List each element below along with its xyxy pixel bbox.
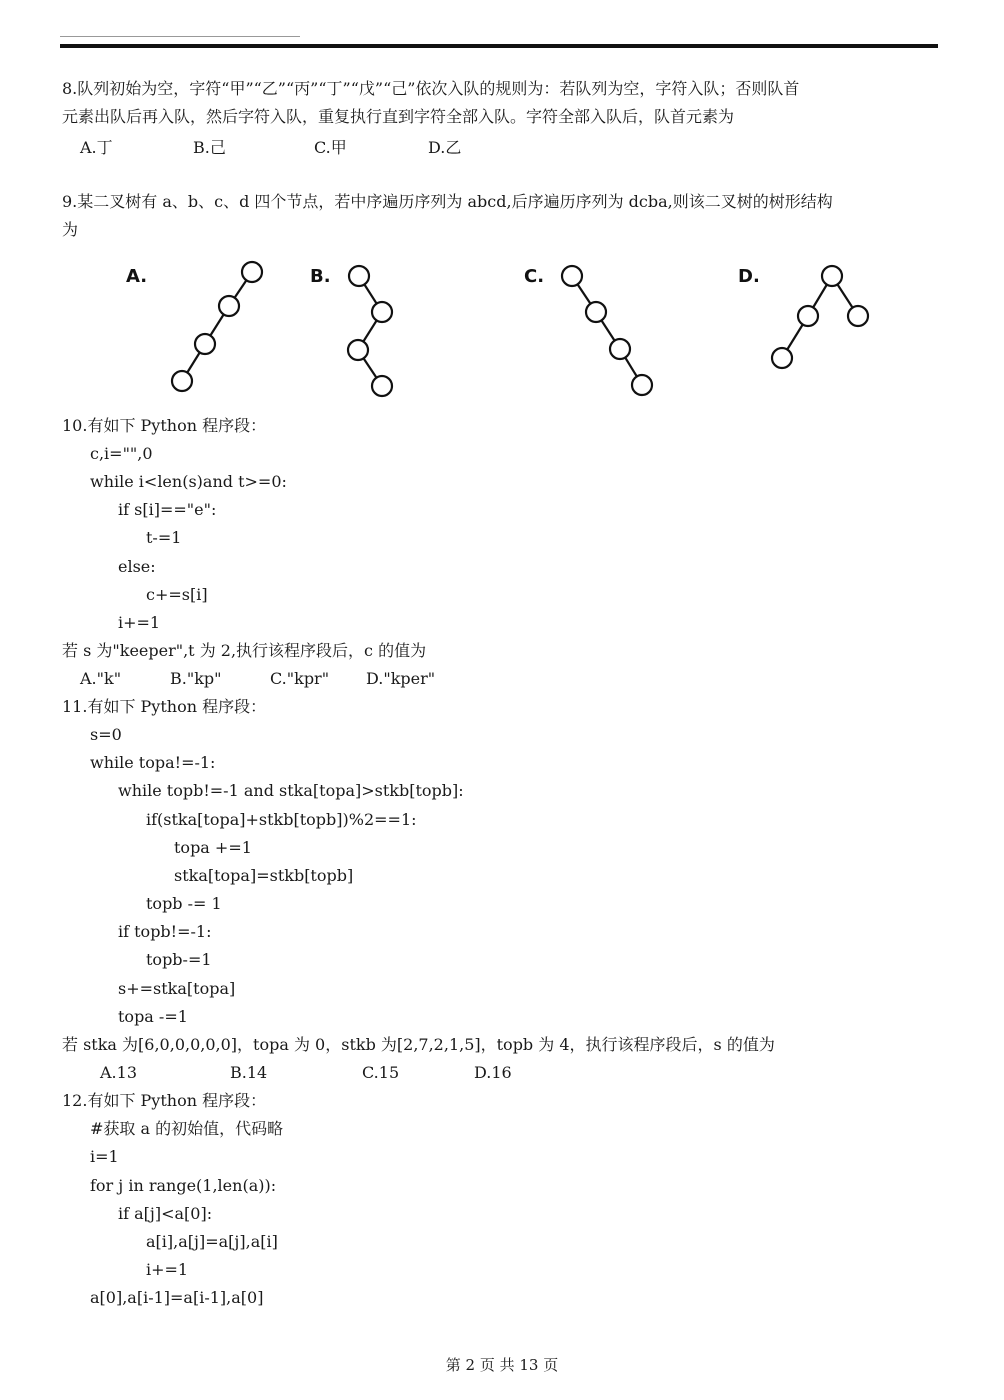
tree-c-label: C. [524, 266, 545, 287]
q11-option-d: D.16 [474, 1063, 512, 1082]
tree-b-node-3 [348, 340, 368, 360]
q8-stem-line2: 元素出队后再入队，然后字符入队，重复执行直到字符全部入队。字符全部入队后，队首元素为 [62, 107, 735, 126]
tree-b-node-4 [372, 376, 392, 396]
q11-code-line: topb-=1 [146, 950, 212, 969]
q10-code-line: while i<len(s)and t>=0: [90, 472, 287, 491]
tree-d-node-3 [848, 306, 868, 326]
tree-c-node-1 [562, 266, 582, 286]
q11-code-line: topb -= 1 [146, 894, 222, 913]
q11-code-line: s=0 [90, 725, 122, 744]
q12-title: 12.有如下 Python 程序段： [62, 1091, 267, 1110]
q12-code-line: i+=1 [146, 1260, 189, 1279]
q11-code-line: while topa!=-1: [90, 753, 216, 772]
q10-code-line: c+=s[i] [146, 585, 208, 604]
page-number-footer: 第 2 页 共 13 页 [445, 1356, 559, 1374]
q11-code-line: s+=stka[topa] [118, 979, 236, 998]
q11-code-line: if(stka[topa]+stkb[topb])%2==1: [146, 810, 417, 829]
q10-option-b: B."kp" [170, 669, 222, 688]
q11-code-line: if topb!=-1: [118, 922, 212, 941]
q10-title: 10.有如下 Python 程序段： [62, 416, 267, 435]
tree-d-node-2 [798, 306, 818, 326]
tree-c-node-3 [610, 339, 630, 359]
q8-option-a: A.丁 [80, 138, 113, 157]
q10-option-d: D."kper" [366, 669, 436, 688]
tree-d-node-4 [772, 348, 792, 368]
tree-b-node-1 [349, 266, 369, 286]
q12-code-line: #获取 a 的初始值，代码略 [90, 1119, 284, 1138]
q12-code-line: if a[j]<a[0]: [118, 1204, 213, 1223]
q11-code-line: topa +=1 [174, 838, 252, 857]
q8-option-b: B.己 [193, 138, 226, 157]
tree-a-node-3 [195, 334, 215, 354]
tree-d-node-1 [822, 266, 842, 286]
q10-code-line: i+=1 [118, 613, 161, 632]
q11-code-line: while topb!=-1 and stka[topa]>stkb[topb]: [118, 781, 464, 800]
q9-tree-figures [110, 250, 910, 400]
q8-option-d: D.乙 [428, 138, 462, 157]
tree-c-node-4 [632, 375, 652, 395]
q11-option-b: B.14 [230, 1063, 268, 1082]
q12-code-line: a[0],a[i-1]=a[i-1],a[0] [90, 1288, 264, 1307]
tree-a-label: A. [126, 266, 148, 287]
q11-option-a: A.13 [100, 1063, 137, 1082]
q11-title: 11.有如下 Python 程序段： [62, 697, 267, 716]
q9-stem-line1: 9.某二叉树有 a、b、c、d 四个节点，若中序遍历序列为 abcd,后序遍历序列为 dcba,则该二叉树的树形结构 [62, 192, 833, 211]
q12-code-line: i=1 [90, 1147, 119, 1166]
q8-option-c: C.甲 [314, 138, 347, 157]
tree-a-node-4 [172, 371, 192, 391]
q10-option-c: C."kpr" [270, 669, 330, 688]
q11-code-line: stka[topa]=stkb[topb] [174, 866, 354, 885]
q11-code-line: topa -=1 [118, 1007, 188, 1026]
q11-option-c: C.15 [362, 1063, 400, 1082]
q10-question: 若 s 为"keeper",t 为 2,执行该程序段后，c 的值为 [62, 641, 427, 660]
q12-code-line: a[i],a[j]=a[j],a[i] [146, 1232, 278, 1251]
q12-code-line: for j in range(1,len(a)): [90, 1176, 277, 1195]
q10-code-line: else: [118, 557, 156, 576]
tree-a-node-2 [219, 296, 239, 316]
q8-stem-line1: 8.队列初始为空，字符“甲”“乙”“丙”“丁”“戊”“己”依次入队的规则为：若队列为空，字符入队；否则队首 [62, 79, 800, 98]
header-thin-rule [60, 36, 300, 37]
header-thick-rule [60, 44, 938, 48]
q10-code-line: t-=1 [146, 528, 182, 547]
q11-question: 若 stka 为[6,0,0,0,0,0]，topa 为 0，stkb 为[2,7,2,1,5]，topb 为 4，执行该程序段后，s 的值为 [62, 1035, 775, 1054]
q10-code-line: if s[i]=="e": [118, 500, 217, 519]
q10-code-line: c,i="",0 [90, 444, 153, 463]
tree-d-label: D. [738, 266, 760, 287]
tree-c-node-2 [586, 302, 606, 322]
q10-option-a: A."k" [80, 669, 122, 688]
tree-a-node-1 [242, 262, 262, 282]
tree-b-label: B. [310, 266, 331, 287]
q9-stem-line2: 为 [62, 220, 79, 239]
tree-b-node-2 [372, 302, 392, 322]
